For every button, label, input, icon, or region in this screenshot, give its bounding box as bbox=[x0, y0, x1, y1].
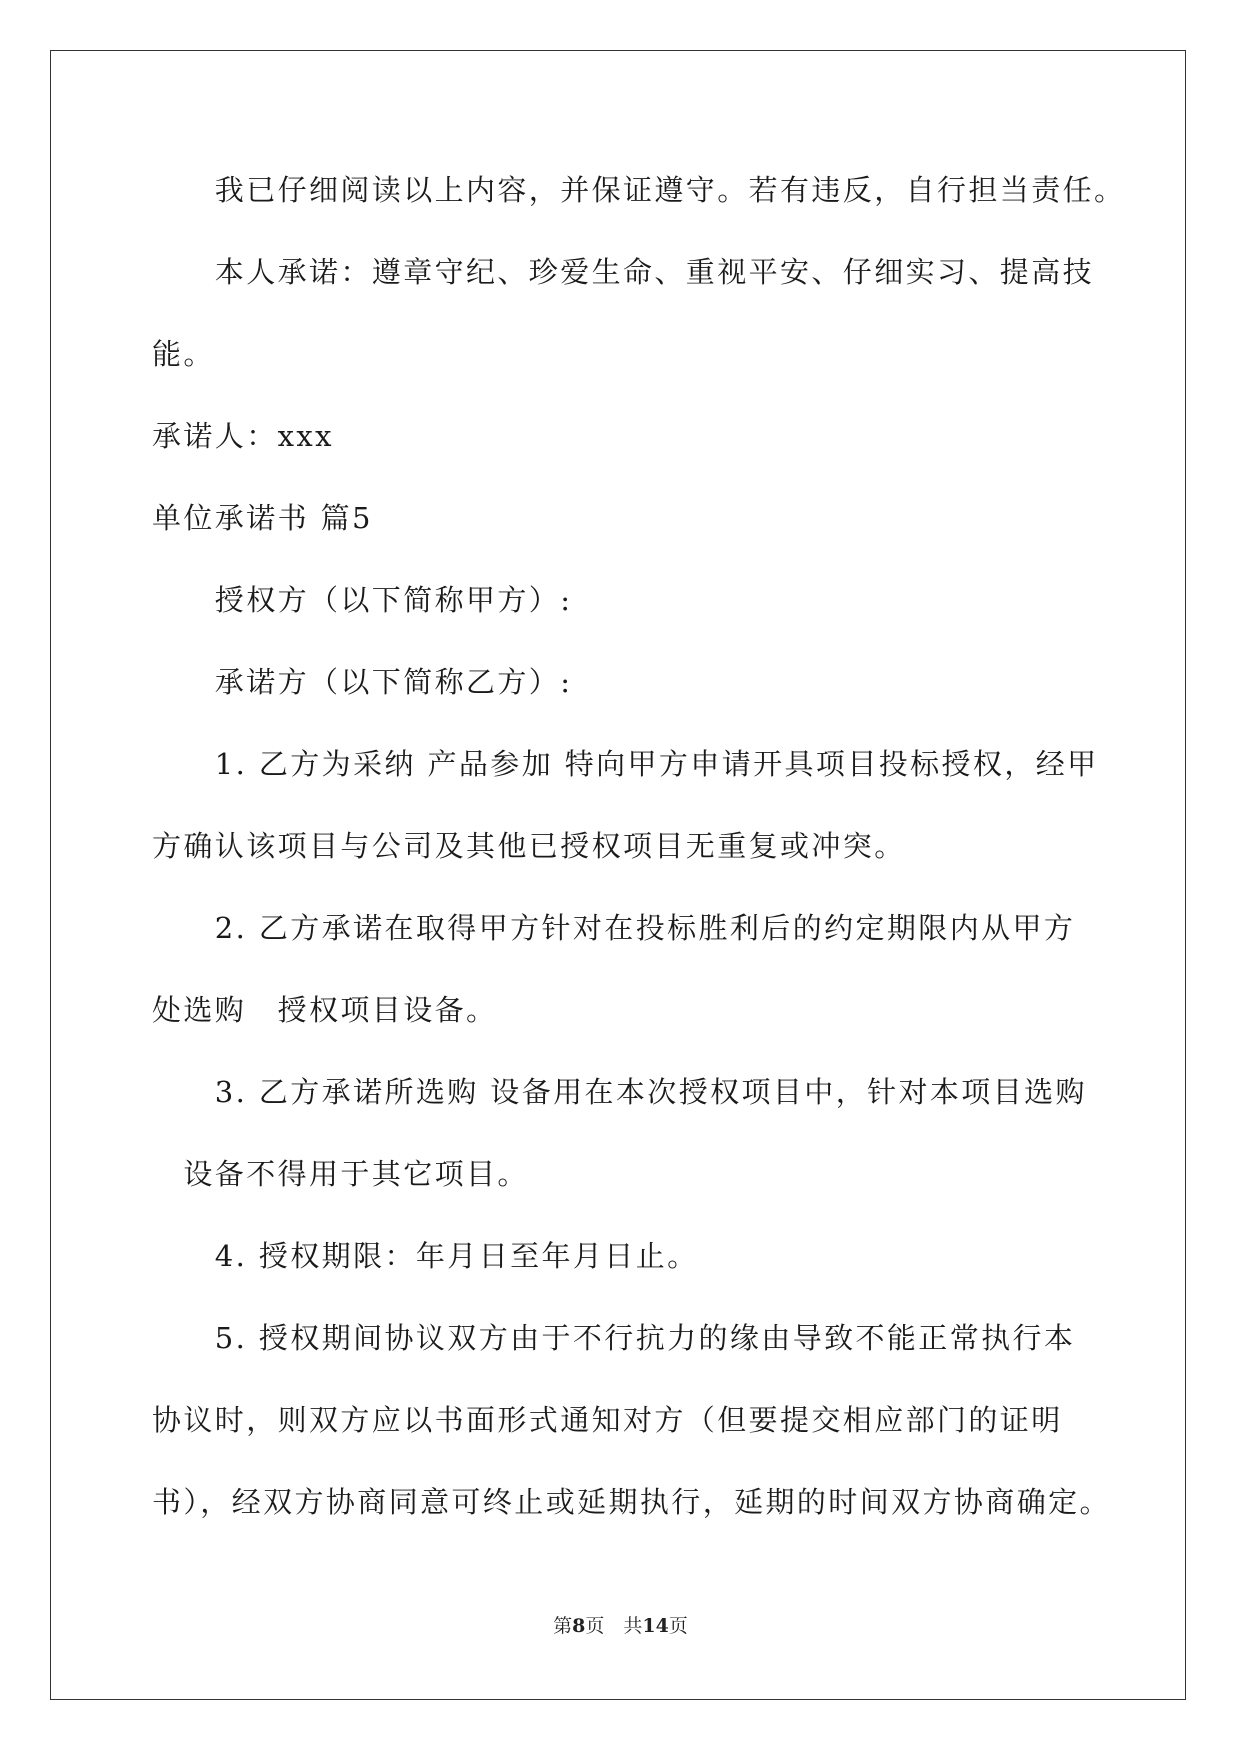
paragraph-line: 设备不得用于其它项目。 bbox=[152, 1157, 529, 1191]
footer-middle: 页 共 bbox=[585, 1615, 643, 1637]
signatory-line: 承诺人：xxx bbox=[152, 419, 334, 453]
paragraph-line: 4. 授权期限：年月日至年月日止。 bbox=[152, 1239, 699, 1273]
paragraph-line: 方确认该项目与公司及其他已授权项目无重复或冲突。 bbox=[152, 829, 906, 863]
paragraph-line: 本人承诺：遵章守纪、珍爱生命、重视平安、仔细实习、提高技 bbox=[152, 255, 1095, 289]
section-heading: 单位承诺书 篇5 bbox=[152, 501, 373, 535]
paragraph-line: 授权方（以下简称甲方）: bbox=[152, 583, 573, 617]
paragraph-line: 处选购 授权项目设备。 bbox=[152, 993, 498, 1027]
paragraph-line: 能。 bbox=[152, 337, 215, 371]
footer-page-number: 8 bbox=[572, 1615, 586, 1637]
page-footer bbox=[0, 1614, 1241, 1638]
page-frame bbox=[50, 50, 1186, 1700]
paragraph-line: 3. 乙方承诺所选购 设备用在本次授权项目中，针对本项目选购 bbox=[152, 1075, 1087, 1109]
footer-total-pages: 14 bbox=[642, 1615, 669, 1637]
footer-suffix: 页 bbox=[668, 1615, 688, 1637]
paragraph-line: 1. 乙方为采纳 产品参加 特向甲方申请开具项目投标授权，经甲 bbox=[152, 747, 1099, 781]
paragraph-line: 5. 授权期间协议双方由于不行抗力的缘由导致不能正常执行本 bbox=[152, 1321, 1076, 1355]
paragraph-line: 我已仔细阅读以上内容，并保证遵守。若有违反，自行担当责任。 bbox=[152, 173, 1126, 207]
paragraph-line: 协议时，则双方应以书面形式通知对方（但要提交相应部门的证明 bbox=[152, 1403, 1063, 1437]
paragraph-line: 2. 乙方承诺在取得甲方针对在投标胜利后的约定期限内从甲方 bbox=[152, 911, 1076, 945]
paragraph-line: 书），经双方协商同意可终止或延期执行，延期的时间双方协商确定。 bbox=[152, 1485, 1111, 1519]
footer-prefix: 第 bbox=[553, 1615, 573, 1637]
paragraph-line: 承诺方（以下简称乙方）: bbox=[152, 665, 573, 699]
